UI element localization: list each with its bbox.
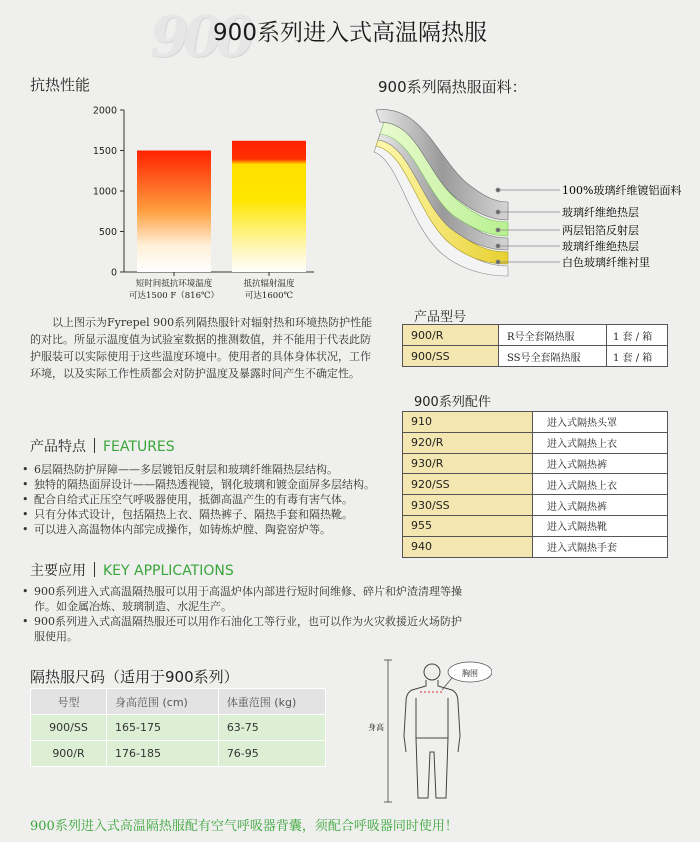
table-header-cell: 体重范围 (kg) [218,689,325,715]
table-cell: 920/R [403,432,533,453]
table-cell: 进入式隔热头罩 [533,412,668,433]
table-cell: 进入式隔热裤 [533,453,668,474]
table-cell: R号全套隔热服 [499,325,607,346]
table-cell: 176-185 [107,741,219,767]
y-tick-label: 0 [110,267,117,279]
heading-divider [94,438,95,453]
products-table [402,324,668,367]
fabric-heading: 900系列隔热服面料： [378,78,527,96]
features-heading-cn: 产品特点 [30,439,86,455]
table-row [403,432,668,453]
table-cell: 940 [403,536,533,557]
table-header-cell: 号型 [31,689,107,715]
y-tick-label: 500 [98,227,117,238]
features-heading-en: FEATURES [103,439,175,455]
bar [232,141,306,272]
heat-resistance-heading: 抗热性能 [30,76,91,94]
table-row [403,346,668,367]
applications-list [22,584,472,644]
list-item: • 独特的隔热面屏设计——隔热透视镜，钢化玻璃和镀金面屏多层结构。 [22,477,382,492]
list-item: • 900系列进入式高温隔热服还可以用作石油化工等行业，也可以作为火灾救援近火场防护服使用。 [22,614,472,644]
description-text: 以上图示为Fyrepel 900系列隔热服针对辐射热和环境热防护性能的对比。所显示温度值为试验室数据的推测数值，并不能用于代表此防护服装可以实际使用于这些温度环境中。使用者的具体身体状况，工作环境，以及实际工作性质都会对防护温度及暴露时间产生不确定性。 [30,316,373,380]
table-cell: SS号全套隔热服 [499,346,607,367]
applications-heading-en: KEY APPLICATIONS [103,563,234,579]
table-cell: 进入式隔热上衣 [533,432,668,453]
applications-heading-cn: 主要应用 [30,563,86,579]
size-table [30,688,326,767]
human-outline-icon [404,664,460,798]
chest-label: 胸围 [462,669,478,678]
table-cell: 1 套 / 箱 [607,346,668,367]
accessories-heading: 900系列配件 [414,395,491,410]
table-row [403,474,668,495]
table-cell: 900/R [403,325,499,346]
layer-label: 100%玻璃纤维镀铝面料 [562,184,682,197]
x-tick-label: 可达1600℃ [244,291,294,301]
table-row [403,515,668,536]
fabric-layers-illustration [368,100,698,280]
layer-label: 玻璃纤维绝热层 [562,206,639,219]
table-row [31,741,326,767]
table-cell: 进入式隔热裤 [533,495,668,516]
table-row [31,715,326,741]
features-list [22,462,382,537]
height-label: 身高 [368,723,384,732]
table-cell: 930/SS [403,495,533,516]
table-cell: 955 [403,515,533,536]
table-row [403,495,668,516]
table-cell: 900/SS [403,346,499,367]
size-heading: 隔热服尺码（适用于900系列） [30,668,239,686]
list-item: • 900系列进入式高温隔热服可以用于高温炉体内部进行短时间维修、碎片和炉渣清理等操作。如金属冶炼、玻璃制造、水泥生产。 [22,584,472,614]
table-cell: 165-175 [107,715,219,741]
products-heading: 产品型号 [414,310,467,325]
footer-note: 900系列进入式高温隔热服配有空气呼吸器背囊，须配合呼吸器同时使用！ [30,819,458,834]
accessories-table [402,411,668,558]
table-header-cell: 身高范围 (cm) [107,689,219,715]
table-cell: 63-75 [218,715,325,741]
body-measurement-figure [362,656,492,806]
description-paragraph [30,314,380,382]
layer-label: 玻璃纤维绝热层 [562,240,639,253]
list-item: • 6层隔热防护屏障——多层镀铝反射层和玻璃纤维隔热层结构。 [22,462,382,477]
x-tick-label: 抵抗辐射温度 [243,279,295,289]
y-tick-label: 2000 [92,105,117,117]
x-tick-label: 可达1500 F（816℃） [129,291,219,301]
layer-label: 两层铝箔反射层 [562,224,639,237]
y-tick-label: 1500 [92,146,117,157]
table-cell: 进入式隔热靴 [533,515,668,536]
table-cell: 76-95 [218,741,325,767]
list-item: • 只有分体式设计，包括隔热上衣、隔热裤子、隔热手套和隔热靴。 [22,507,382,522]
table-row [403,536,668,557]
table-header-row [31,689,326,715]
list-item: • 配合自给式正压空气呼吸器使用，抵御高温产生的有毒有害气体。 [22,492,382,507]
y-tick-label: 1000 [92,186,117,198]
table-row [403,453,668,474]
table-cell: 910 [403,412,533,433]
table-row [403,412,668,433]
page-title: 900系列进入式高温隔热服 [213,20,487,46]
table-cell: 进入式隔热手套 [533,536,668,557]
applications-heading [30,560,234,580]
logo-watermark: 900 [150,4,249,70]
bar [137,151,211,273]
layer-label: 白色玻璃纤维衬里 [562,256,650,269]
table-cell: 进入式隔热上衣 [533,474,668,495]
heading-divider [94,562,95,577]
table-cell: 900/SS [31,715,107,741]
list-item: • 可以进入高温物体内部完成操作，如铸炼炉膛、陶瓷窑炉等。 [22,522,382,537]
table-cell: 920/SS [403,474,533,495]
heat-resistance-chart [88,100,328,305]
features-heading [30,436,175,456]
table-cell: 930/R [403,453,533,474]
table-row [403,325,668,346]
x-tick-label: 短时间抵抗环境温度 [135,279,213,289]
table-cell: 1 套 / 箱 [607,325,668,346]
table-cell: 900/R [31,741,107,767]
